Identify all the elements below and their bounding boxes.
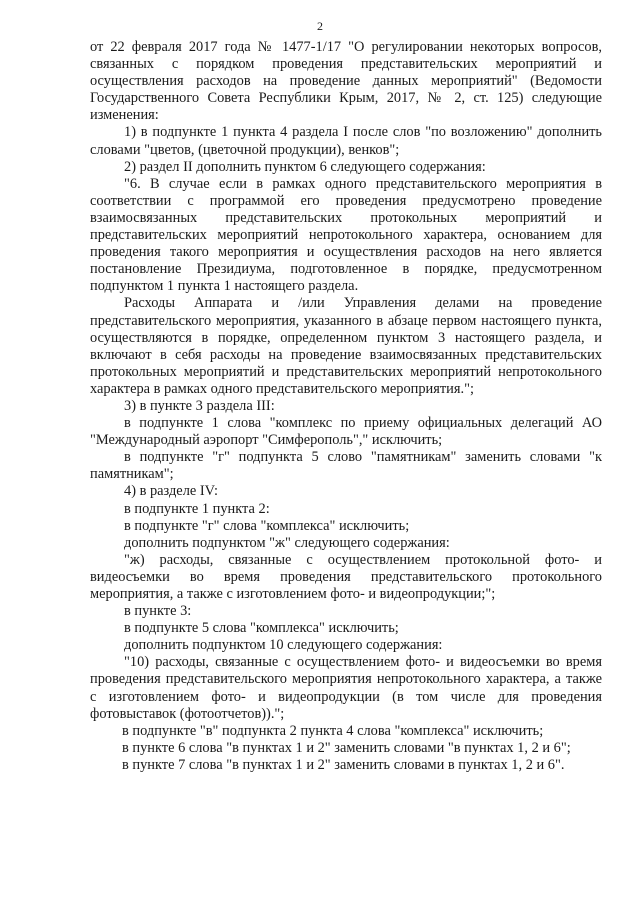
paragraph-10-text: "10) расходы, связанные с осуществлением фото- и видеосъемки во время проведения представительского мероприятия непротокольного характера, а также с изготовлением фото- и видеопродукции (в том числе для проведения фотовыставок (фотоотчетов))."; [90,654,602,722]
paragraph-point-3: в пункте 3: [124,603,192,620]
paragraph-item-3: 3) в пункте 3 раздела III: [124,397,275,414]
paragraph-item-2: 2) раздел II дополнить пунктом 6 следующего содержания: [124,158,486,175]
paragraph-item-4: 4) в разделе IV: [124,483,218,500]
paragraph-intro: от 22 февраля 2017 года № 1477-1/17 "О регулировании некоторых вопросов, связанных с порядком проведения представительских мероприятий и осуществления расходов на проведение данных мероприятий" (Ведомости Государственного Совета Республики Крым, 2017, № 2, ст. 125) следующие изменения: [90,39,602,124]
page-number: 2 [317,19,323,33]
paragraph-subpoint-g: в подпункте "г" подпункта 5 слово "памятникам" заменить словами "к памятникам"; [90,449,602,483]
paragraph-add-10: дополнить подпунктом 10 следующего содержания: [124,637,443,654]
paragraph-expenses: Расходы Аппарата и /или Управления делами на проведение представительского мероприятия, указанного в абзаце первом настоящего пункта, осуществляются в порядке, определенном пунктом 3 настоящего раздела, и включают в себя расходы на проведение взаимосвязанных представительских протокольных мероприятий и представительских мероприятий непротокольного характера в рамках одного представительского мероприятия."; [90,295,602,397]
paragraph-subpoint-1: в подпункте 1 слова "комплекс по приему официальных делегаций АО "Международный аэропорт "Симферополь"," исключить; [90,415,602,449]
paragraph-point-6: "6. В случае если в рамках одного представительского мероприятия в соответствии с программой его проведения предусмотрено проведение взаимосвязанных представительских протокольных мероприятий и представительских мероприятий непротокольного характера, основанием для проведения такого мероприятия и осуществления расходов на него является постановление Президиума, подготовленное в порядке, предусмотренном подпунктом 1 пункта 1 настоящего раздела. [90,175,602,295]
paragraph-sub-v: в подпункте "в" подпункта 2 пункта 4 слова "комплекса" исключить; [122,722,544,739]
paragraph-sub-5-exclude: в подпункте 5 слова "комплекса" исключить; [124,620,399,637]
paragraph-sub-1-point-2: в подпункте 1 пункта 2: [124,500,270,517]
paragraph-point-6-replace: в пункте 6 слова "в пунктах 1 и 2" заменить словами "в пунктах 1, 2 и 6"; [122,739,571,756]
document-body [90,39,602,774]
paragraph-sub-g-exclude: в подпункте "г" слова "комплекса" исключить; [124,517,410,534]
paragraph-item-1: 1) в подпункте 1 пункта 4 раздела I после слов "по возложению" дополнить словами "цветов, (цветочной продукции), венков"; [90,124,602,158]
paragraph-add-zh: дополнить подпунктом "ж" следующего содержания: [124,534,450,551]
paragraph-zh-text: "ж) расходы, связанные с осуществлением протокольной фото- и видеосъемки во время проведения представительского протокольного мероприятия, а также с изготовлением фото- и видеопродукции;"; [90,551,602,602]
paragraph-point-7-replace: в пункте 7 слова "в пунктах 1 и 2" заменить словами в пунктах 1, 2 и 6". [122,756,565,773]
